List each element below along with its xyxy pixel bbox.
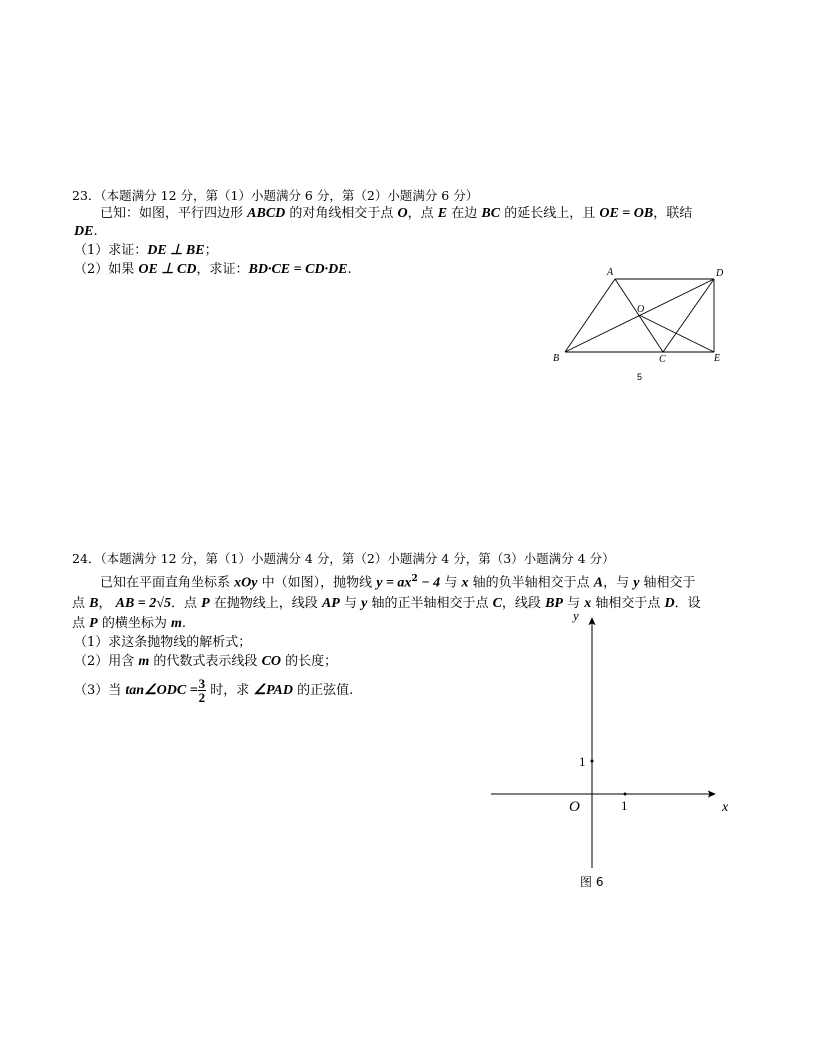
segment-oe [639,315,714,352]
tick-x-label: 1 [621,798,628,813]
figure-caption-6: 图 6 [580,875,604,889]
figure-caption-5: 5 [637,372,643,382]
q24-part2: （2）用含 m 的代数式表示线段 CO 的长度； [74,654,338,669]
q24-header: 24．（本题满分 12 分，第（1）小题满分 4 分，第（2）小题满分 4 分，第（3）小题满分 4 分） [72,551,615,566]
q24-line2: 点 B， AB = 2√5．点 P 在抛物线上，线段 AP 与 y 轴的正半轴相交于点 C，线段 BP 与 x 轴相交于点 D．设 [72,596,701,611]
q23-header: 23．（本题满分 12 分，第（1）小题满分 6 分，第（2）小题满分 6 分） [72,188,479,203]
label-o: O [637,304,645,315]
q23-part1: （1）求证：DE ⊥ BE； [74,243,218,258]
q23-part2: （2）如果 OE ⊥ CD，求证：BD·CE = CD·DE. [74,262,352,277]
q23-intro-cont: DE. [74,224,98,239]
label-d: D [716,268,724,279]
fraction-3-over-2: $\frac{3}{2}$ [198,676,206,705]
label-e: E [714,353,721,364]
tick-y-1 [591,760,594,763]
q24-part1: （1）求这条抛物线的解析式； [74,635,252,650]
y-axis-label: y [573,608,579,623]
label-c: C [659,354,666,365]
label-a: A [607,267,614,278]
origin-label: O [569,799,580,815]
q24-line3: 点 P 的横坐标为 m. [72,616,186,631]
parallelogram-figure [550,262,740,382]
q24-part3: （3）当 tan∠ODC = $\frac{3}{2}$ 时，求 ∠PAD 的正弦值. [74,676,354,705]
q24-line1: 已知在平面直角坐标系 xOy 中（如图），抛物线 $y = ax^2 - 4$ 与 x 轴的负半轴相交于点 A，与 y 轴相交于 [100,574,696,591]
tick-x-1 [624,793,627,796]
x-axis-label: x [722,800,729,815]
q23-intro: 已知：如图，平行四边形 ABCD 的对角线相交于点 O，点 E 在边 BC 的延长线上，且 OE = OB，联结 [100,206,693,221]
tick-y-label: 1 [579,754,586,769]
coordinate-axes-figure [485,606,745,891]
edge-ab [565,279,615,352]
edge-dc [663,279,714,352]
label-b: B [553,353,560,364]
